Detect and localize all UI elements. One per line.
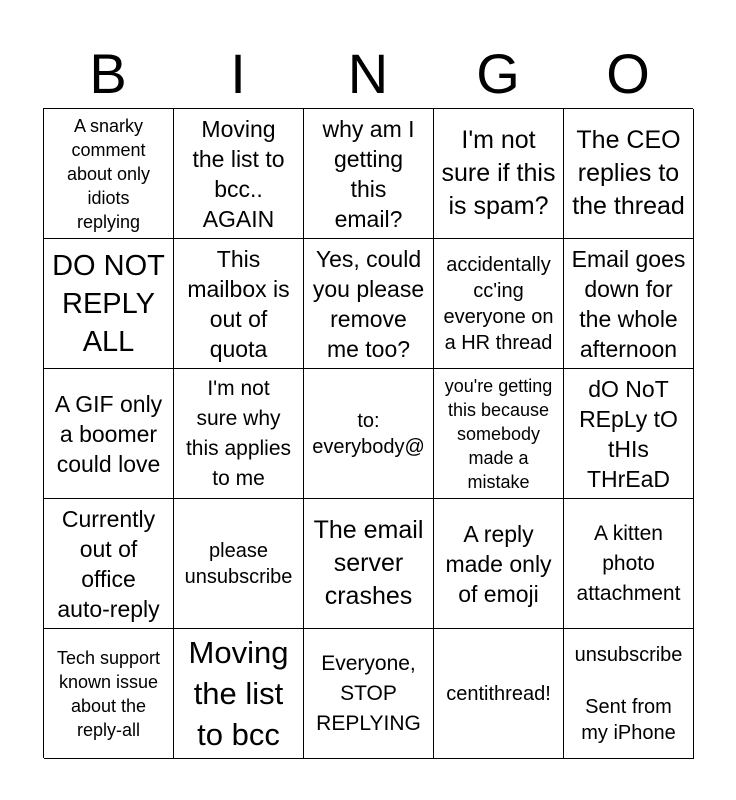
bingo-cell-text: The email server crashes xyxy=(313,516,424,610)
bingo-cell-r4-c2[interactable] xyxy=(174,499,304,629)
bingo-cell-r1-c3[interactable] xyxy=(304,109,434,239)
bingo-cell-text: why am I getting this email? xyxy=(322,115,415,232)
bingo-cell-r1-c2[interactable] xyxy=(174,109,304,239)
bingo-cell-r5-c2[interactable] xyxy=(174,629,304,759)
bingo-cell-r4-c4[interactable] xyxy=(434,499,564,629)
header-letter-i: I xyxy=(230,42,246,105)
bingo-cell-r3-c5[interactable] xyxy=(564,369,694,499)
bingo-cell-text: accidentally cc'ing everyone on a HR thread xyxy=(443,253,554,354)
bingo-cell-text: A kitten photo attachment xyxy=(576,521,681,605)
bingo-cell-text: please unsubscribe xyxy=(184,539,293,588)
bingo-cell-text: Tech support known issue about the reply-all xyxy=(56,647,161,740)
bingo-cell-r2-c5[interactable] xyxy=(564,239,694,369)
bingo-cell-r5-c3[interactable] xyxy=(304,629,434,759)
bingo-cell-text: A snarky comment about only idiots replying xyxy=(66,115,151,232)
bingo-cell-text: dO NoT REpLy tO tHIs THrEaD xyxy=(579,375,678,492)
header-letter-n: N xyxy=(347,42,389,105)
bingo-cell-r3-c4[interactable] xyxy=(434,369,564,499)
bingo-cell-text: Currently out of office auto-reply xyxy=(57,505,160,622)
bingo-cell-r3-c3[interactable] xyxy=(304,369,434,499)
bingo-cell-r1-c1[interactable] xyxy=(44,109,174,239)
header-letter-g: G xyxy=(476,42,520,105)
bingo-cell-r2-c1[interactable] xyxy=(44,239,174,369)
bingo-cell-text: A GIF only a boomer could love xyxy=(54,390,163,477)
bingo-card-grid xyxy=(43,108,693,758)
bingo-cell-text: Moving the list to bcc xyxy=(188,635,289,752)
bingo-cell-text: DO NOT REPLY ALL xyxy=(52,249,165,358)
bingo-cell-r4-c3[interactable] xyxy=(304,499,434,629)
header-letter-o: O xyxy=(606,42,650,105)
bingo-cell-text: to: everybody@ xyxy=(312,409,425,458)
bingo-cell-text: A reply made only of emoji xyxy=(445,520,552,607)
bingo-cell-text: Yes, could you please remove me too? xyxy=(312,245,425,362)
bingo-cell-r2-c4[interactable] xyxy=(434,239,564,369)
bingo-cell-text: unsubscribe Sent from my iPhone xyxy=(574,643,683,744)
bingo-cell-r5-c5[interactable] xyxy=(564,629,694,759)
bingo-cell-r1-c4[interactable] xyxy=(434,109,564,239)
bingo-cell-text: Moving the list to bcc.. AGAIN xyxy=(192,115,285,232)
bingo-cell-r4-c5[interactable] xyxy=(564,499,694,629)
bingo-cell-text: centithread! xyxy=(446,682,551,705)
bingo-cell-text: you're getting this because somebody made a mistake xyxy=(444,375,553,492)
header-letter-b: B xyxy=(89,42,127,105)
bingo-cell-text: This mailbox is out of quota xyxy=(187,245,290,362)
bingo-header xyxy=(43,44,693,104)
bingo-cell-r5-c1[interactable] xyxy=(44,629,174,759)
bingo-cell-r2-c3[interactable] xyxy=(304,239,434,369)
bingo-cell-r4-c1[interactable] xyxy=(44,499,174,629)
bingo-cell-r3-c1[interactable] xyxy=(44,369,174,499)
bingo-cell-r3-c2[interactable] xyxy=(174,369,304,499)
bingo-cell-r5-c4[interactable] xyxy=(434,629,564,759)
bingo-cell-text: I'm not sure if this is spam? xyxy=(441,126,556,220)
bingo-cell-text: The CEO replies to the thread xyxy=(572,126,685,220)
bingo-cell-text: Everyone, STOP REPLYING xyxy=(316,651,421,735)
bingo-cell-r1-c5[interactable] xyxy=(564,109,694,239)
bingo-cell-text: I'm not sure why this applies to me xyxy=(185,376,292,490)
bingo-cell-text: Email goes down for the whole afternoon xyxy=(571,245,686,362)
bingo-cell-r2-c2[interactable] xyxy=(174,239,304,369)
